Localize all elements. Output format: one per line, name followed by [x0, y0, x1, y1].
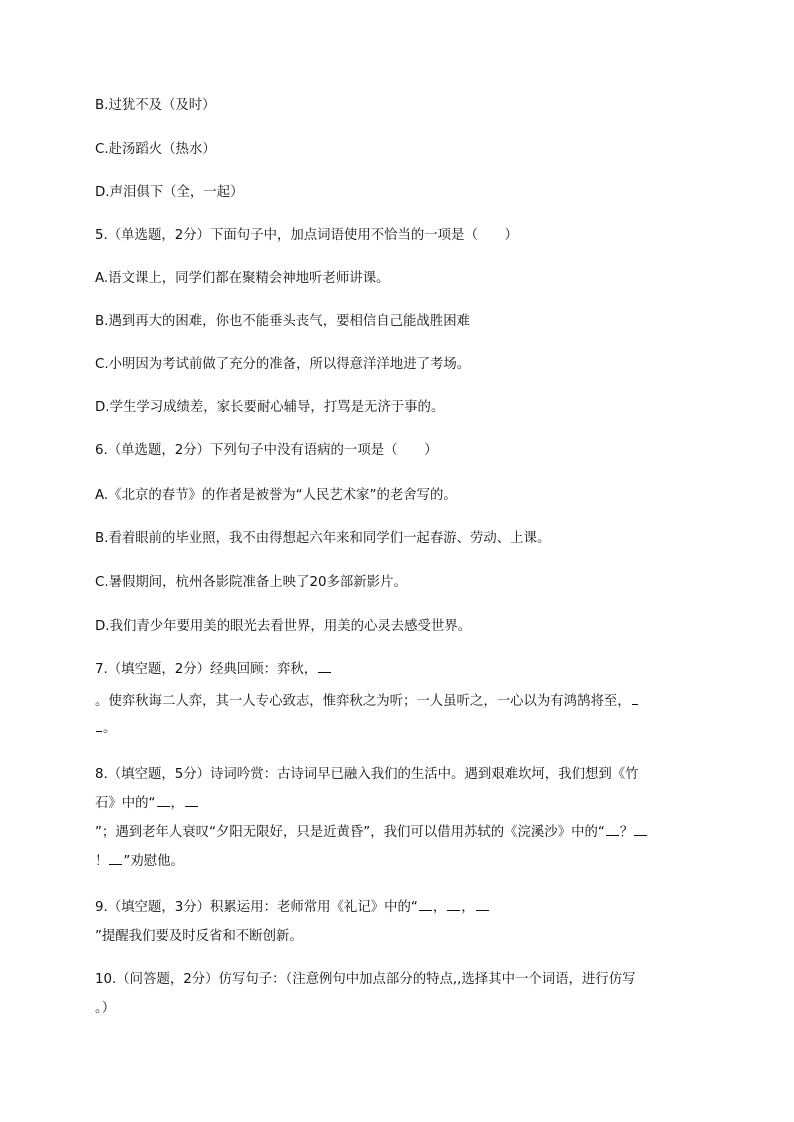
question-8-line-1: 8.（填空题，5分）诗词吟赏：古诗词早已融入我们的生活中。遇到艰难坎坷，我们想到《竹: [95, 767, 639, 782]
q8-blank-3[interactable]: [606, 823, 619, 836]
q8-blank-1[interactable]: [157, 794, 170, 807]
question-6: 6.（单选题，2分）下列句子中没有语病的一项是（ ）: [95, 443, 438, 458]
q5-option-a: A.语文课上，同学们都在聚精会神地听老师讲课。: [95, 271, 390, 286]
q8-text-3b: ？: [619, 825, 634, 840]
q6-option-d: D.我们青少年要用美的眼光去看世界，用美的心灵去感受世界。: [95, 619, 472, 634]
q7-blank-2[interactable]: [632, 692, 638, 705]
q5-option-c: C.小明因为考试前做了充分的准备，所以得意洋洋地进了考场。: [95, 357, 471, 372]
q5-option-d: D.学生学习成绩差，家长要耐心辅导，打骂是无济于事的。: [95, 400, 445, 415]
q8-text-4b: ”劝慰他。: [123, 854, 184, 869]
q8-text-4a: ！: [95, 854, 109, 869]
q9-text-1c: ，: [461, 900, 475, 915]
question-8-line-3: [95, 823, 648, 843]
question-8-line-2: [95, 794, 199, 814]
option-d-line: D.声泪俱下（全，一起）: [95, 185, 244, 200]
option-c-line: C.赴汤蹈火（热水）: [95, 142, 216, 157]
q6-option-c: C.暑假期间，杭州各影院准备上映了20多部新影片。: [95, 575, 407, 590]
option-b-line: B.过犹不及（及时）: [95, 98, 216, 113]
q8-text-2a: 石》中的“: [95, 796, 156, 811]
q9-text-1a: 9.（填空题，3分）积累运用：老师常用《礼记》中的“: [95, 900, 418, 915]
q7-blank-1[interactable]: [318, 660, 331, 673]
q7-text-2: 。使弈秋诲二人弈，其一人专心致志，惟弈秋之为听；一人虽听之，一心以为有鸿鹄将至，: [95, 694, 631, 709]
question-9-line-1: [95, 898, 490, 918]
q8-text-2b: ，: [170, 796, 184, 811]
q8-blank-2[interactable]: [185, 794, 198, 807]
question-7-line-3: [95, 719, 116, 739]
q7-blank-3[interactable]: [96, 719, 102, 732]
q9-blank-3[interactable]: [476, 898, 489, 911]
question-7-line-1: [95, 660, 332, 680]
q8-blank-4[interactable]: [634, 823, 647, 836]
question-7-line-2: [95, 692, 639, 712]
question-10-line-1: 10.（问答题，2分）仿写句子：（注意例句中加点部分的特点,,选择其中一个词语，进行仿写: [95, 972, 636, 987]
question-9-line-2: ”提醒我们要及时反省和不断创新。: [95, 929, 303, 944]
q7-text-1: 7.（填空题，2分）经典回顾：弈秋，: [95, 662, 318, 677]
question-8-line-4: [95, 852, 184, 872]
q9-text-1b: ，: [432, 900, 447, 915]
q5-option-b: B.遇到再大的困难，你也不能垂头丧气，要相信自己能战胜困难: [95, 314, 470, 329]
q7-text-3: 。: [103, 721, 117, 736]
q8-text-3a: ”；遇到老年人衰叹“夕阳无限好，只是近黄昏”，我们可以借用苏轼的《浣溪沙》中的“: [95, 825, 605, 840]
q8-blank-5[interactable]: [109, 852, 122, 865]
question-10-line-2: 。）: [95, 1001, 116, 1016]
q6-option-b: B.看着眼前的毕业照，我不由得想起六年来和同学们一起春游、劳动、上课。: [95, 531, 551, 546]
q6-option-a: A.《北京的春节》的作者是被誉为“人民艺术家”的老舍写的。: [95, 488, 457, 503]
question-5: 5.（单选题，2分）下面句子中，加点词语使用不恰当的一项是（ ）: [95, 228, 519, 243]
q9-blank-2[interactable]: [447, 898, 460, 911]
q9-blank-1[interactable]: [419, 898, 432, 911]
